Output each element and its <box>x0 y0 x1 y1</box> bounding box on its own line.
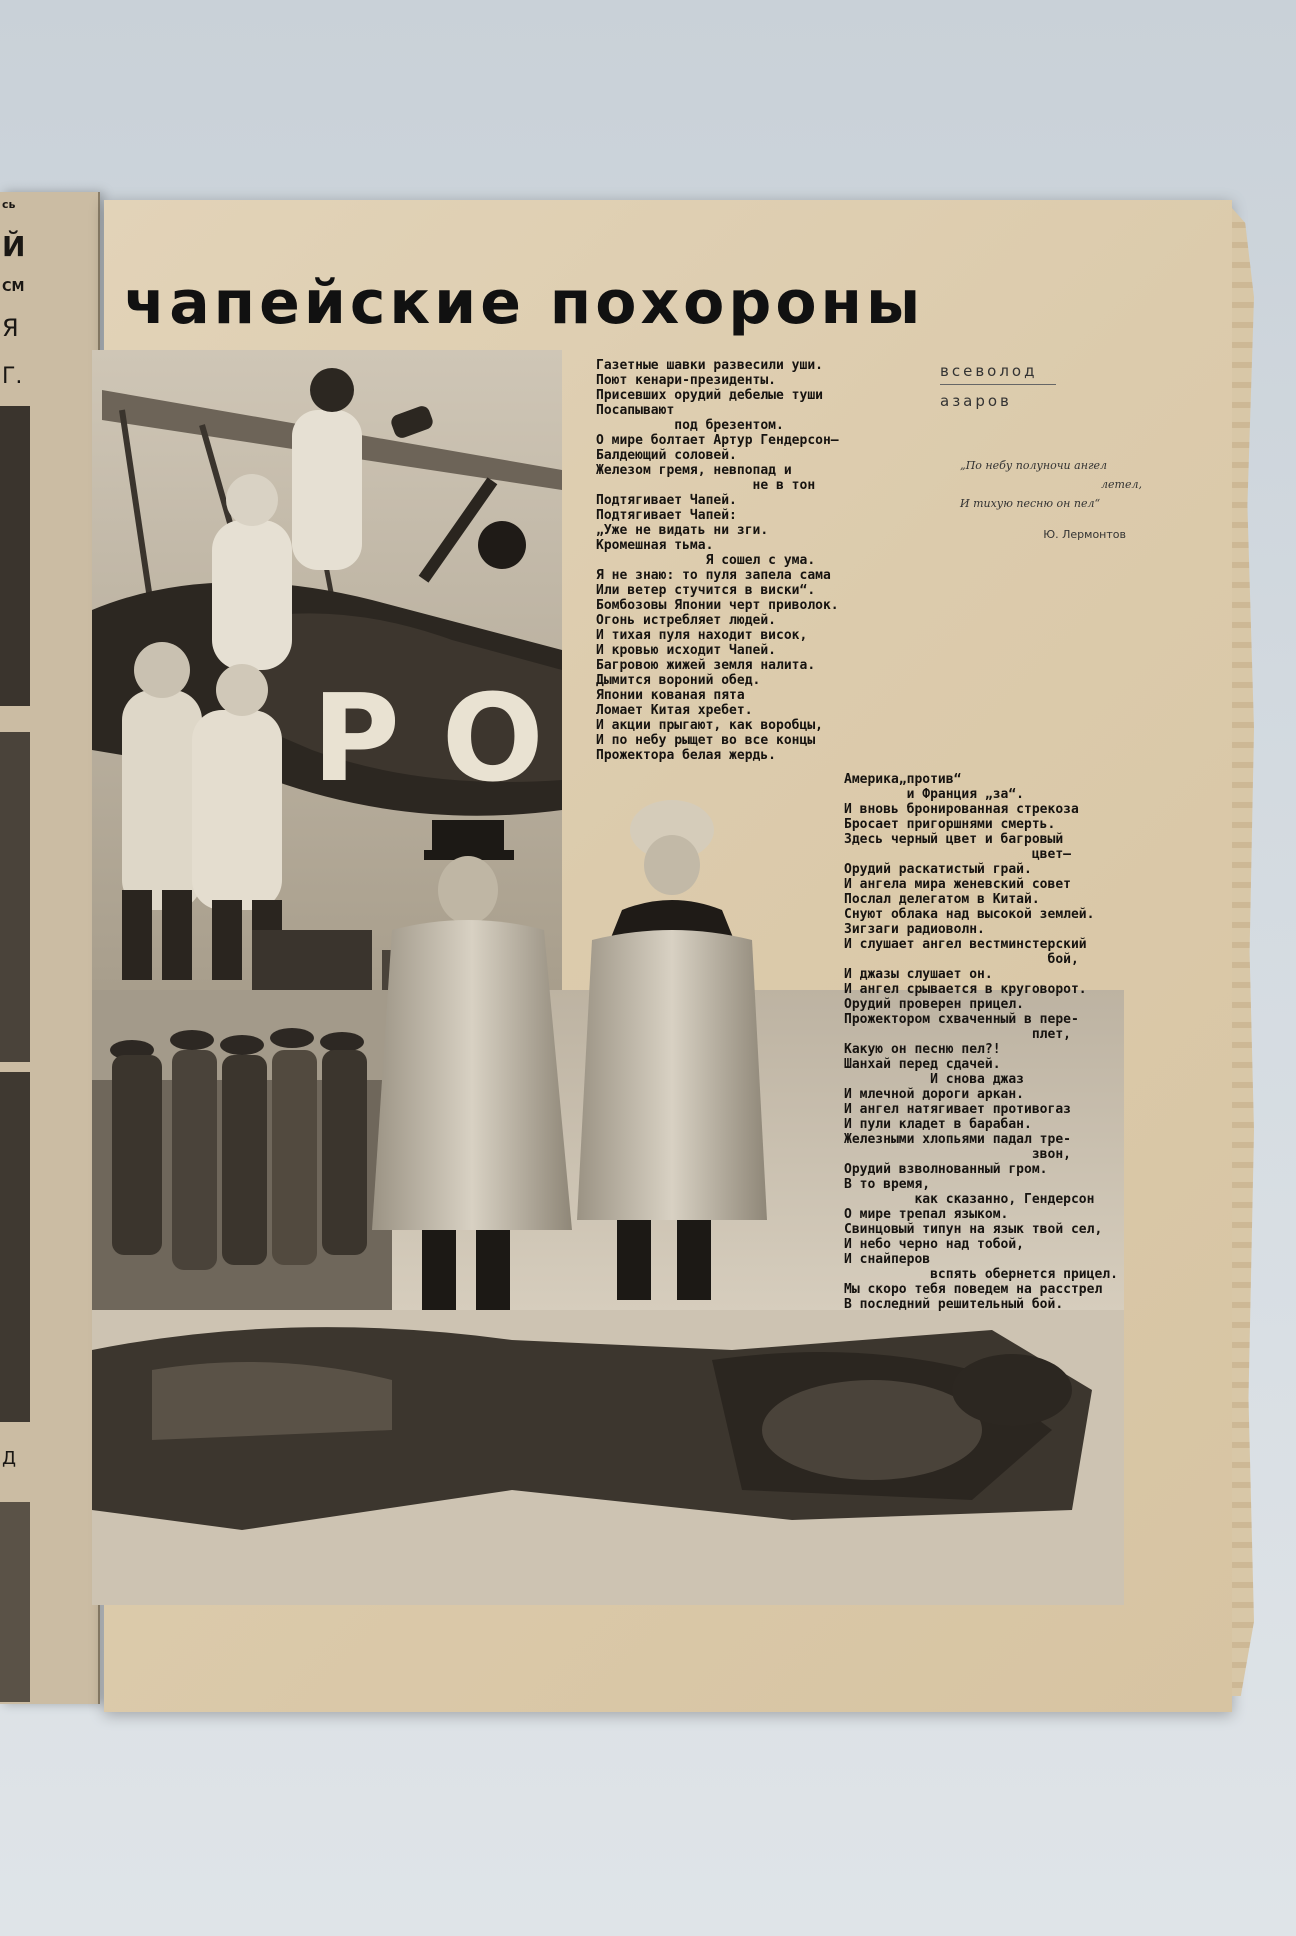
poem-line: Свинцовый типун на язык твой сел, <box>844 1222 1103 1237</box>
poem-part-one <box>596 358 926 763</box>
left-page-photo-strip <box>0 406 30 706</box>
page-torn-edge <box>1232 208 1254 1696</box>
poem-line: цвет— <box>844 847 1071 862</box>
poem-line: И тихая пуля находит висок, <box>596 628 808 643</box>
poem-line: И снова джаз <box>844 1072 1025 1087</box>
poem-line: И ангела мира женевский совет <box>844 877 1071 892</box>
author-first-name: всеволод <box>940 362 1038 380</box>
epigraph-attribution: Ю. Лермонтов <box>1043 528 1126 541</box>
left-page-photo-strip <box>0 1502 30 1702</box>
left-page-fragment: Г. <box>2 364 23 389</box>
left-page-fragment: СМ <box>2 280 25 295</box>
poem-line: Или ветер стучится в виски“. <box>596 583 816 598</box>
poem-line: Мы скоро тебя поведем на расстрел <box>844 1282 1103 1297</box>
poem-line: Прожектора белая жердь. <box>596 748 777 763</box>
poem-line: Зигзаги радиоволн. <box>844 922 985 937</box>
poem-line: звон, <box>844 1147 1071 1162</box>
poem-line: И по небу рыщет во все концы <box>596 733 816 748</box>
soldiers-illustration <box>92 990 392 1270</box>
poem-line: бой, <box>844 952 1079 967</box>
epigraph-line: „По небу полуночи ангел <box>960 459 1108 472</box>
poem-line: Посапывают <box>596 403 675 418</box>
poem-line: Я не знаю: то пуля запела сама <box>596 568 831 583</box>
aircraft-marking: P O <box>312 670 544 809</box>
poem-line: Багровою жижей земля налита. <box>596 658 816 673</box>
poem-line: и Франция „за“. <box>844 787 1025 802</box>
poem-line: Газетные шавки развесили уши. <box>596 358 823 373</box>
poem-line: Орудий взволнованный гром. <box>844 1162 1048 1177</box>
poem-line: Снуют облака над высокой землей. <box>844 907 1095 922</box>
poem-line: О мире болтает Артур Гендерсон— <box>596 433 839 448</box>
poem-line: Прожектором схваченный в пере- <box>844 1012 1079 1027</box>
poem-line: И акции прыгают, как воробцы, <box>596 718 823 733</box>
poem-line: Америка„против“ <box>844 772 962 787</box>
poem-line: Поют кенари-президенты. <box>596 373 777 388</box>
poem-line: „Уже не видать ни зги. <box>596 523 769 538</box>
left-page-edge <box>0 192 100 1704</box>
poem-line: Я сошел с ума. <box>596 553 816 568</box>
poem-line: И кровью исходит Чапей. <box>596 643 777 658</box>
poem-line: Какую он песню пел?! <box>844 1042 1001 1057</box>
poem-line: В последний решительный бой. <box>844 1297 1064 1312</box>
poem-line: Японии кованая пята <box>596 688 745 703</box>
author-last-name: азаров <box>940 392 1012 410</box>
poem-line: Балдеющий соловей. <box>596 448 737 463</box>
poem-line: Послал делегатом в Китай. <box>844 892 1040 907</box>
author-divider <box>940 384 1056 385</box>
poem-line: И вновь бронированная стрекоза <box>844 802 1079 817</box>
poem-line: вспять обернется прицел. <box>844 1267 1118 1282</box>
poem-line: Кромешная тьма. <box>596 538 714 553</box>
left-page-photo-strip <box>0 732 30 1062</box>
poem-line: И ангел натягивает противогаз <box>844 1102 1071 1117</box>
poem-line: О мире трепал языком. <box>844 1207 1009 1222</box>
epigraph-line: И тихую песню он пел“ <box>960 497 1101 510</box>
left-page-fragment: Й <box>2 230 26 263</box>
poem-line: Подтягивает Чапей. <box>596 493 737 508</box>
poem-line: Огонь истребляет людей. <box>596 613 777 628</box>
epigraph <box>960 456 1150 513</box>
poem-line: под брезентом. <box>596 418 784 433</box>
poem-line: Шанхай перед сдачей. <box>844 1057 1001 1072</box>
poem-line: Присевших орудий дебелые туши <box>596 388 823 403</box>
article-title: чапейские похороны <box>124 268 925 338</box>
poem-line: как сказанно, Гендерсон <box>844 1192 1095 1207</box>
poem-line: И млечной дороги аркан. <box>844 1087 1025 1102</box>
poem-line: Здесь черный цвет и багровый <box>844 832 1064 847</box>
left-page-fragment: Я <box>2 314 19 342</box>
poem-line: И слушает ангел вестминстерский <box>844 937 1087 952</box>
poem-line: И пули кладет в барабан. <box>844 1117 1032 1132</box>
poem-line: Бомбозовы Японии черт приволок. <box>596 598 839 613</box>
poem-line: И небо черно над тобой, <box>844 1237 1025 1252</box>
left-page-fragment: Д <box>2 1448 17 1469</box>
poem-line: Ломает Китая хребет. <box>596 703 753 718</box>
poem-line: не в тон <box>596 478 816 493</box>
poem-line: Подтягивает Чапей: <box>596 508 737 523</box>
poem-line: Бросает пригоршнями смерть. <box>844 817 1056 832</box>
poem-part-two <box>844 772 1174 1312</box>
poem-line: Железом гремя, невпопад и <box>596 463 792 478</box>
poem-line: плет, <box>844 1027 1071 1042</box>
poem-line: Дымится вороний обед. <box>596 673 761 688</box>
poem-line: И снайперов <box>844 1252 931 1267</box>
poem-line: Орудий раскатистый грай. <box>844 862 1032 877</box>
poem-line: И джазы слушает он. <box>844 967 993 982</box>
poem-line: Железными хлопьями падал тре- <box>844 1132 1071 1147</box>
left-page-photo-strip <box>0 1072 30 1422</box>
poem-line: Орудий проверен прицел. <box>844 997 1025 1012</box>
left-page-fragment: сь <box>2 198 16 211</box>
poem-line: И ангел срывается в круговорот. <box>844 982 1087 997</box>
poem-line: В то время, <box>844 1177 931 1192</box>
epigraph-line: летел, <box>1101 478 1142 491</box>
